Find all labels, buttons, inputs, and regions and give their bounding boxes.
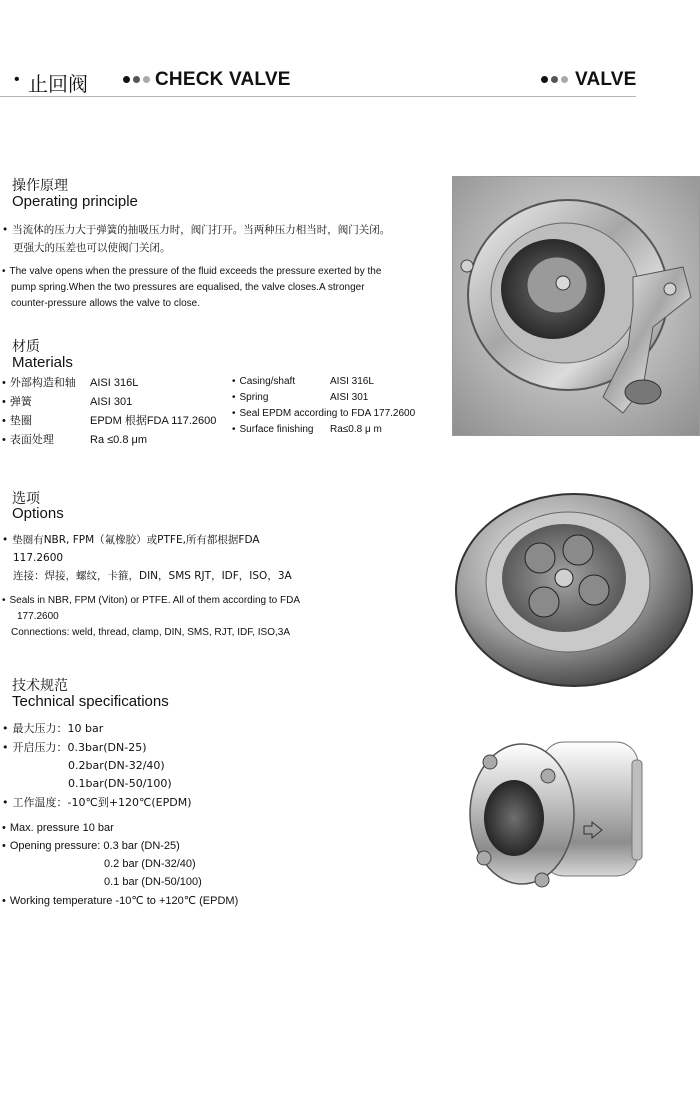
tech-heading-en: Technical specifications (12, 693, 169, 710)
check-valve-clamp-photo (452, 176, 700, 436)
options-cn-3: 连接：焊接，螺纹，卡箍，DIN，SMS RJT，IDF，ISO，3A (13, 570, 292, 582)
options-en-1: • Seals in NBR, FPM (Viton) or PTFE. All of them according to FDA (2, 593, 300, 609)
category-dots (541, 76, 568, 83)
operating-text-en-3: counter-pressure allows the valve to close. (11, 298, 200, 309)
tech-cn-open-2: 0.2bar(DN-32/40) (68, 759, 165, 772)
operating-text-cn-1: • 当流体的压力大于弹簧的抽吸压力时，阀门打开。当两种压力相当时，阀门关闭。 (2, 221, 390, 239)
operating-text-en-2: pump spring.When the two pressures are equalised, the valve closes.A stronger (11, 282, 365, 293)
materials-en-list (232, 374, 447, 438)
options-cn-2: 117.2600 (13, 552, 64, 564)
materials-heading-cn: 材质 (12, 339, 40, 355)
materials-cn-row: • 弹簧 AISI 301 (2, 393, 227, 412)
header-title-cn: 止回阀 (28, 72, 88, 96)
tech-cn-temp: • 工作温度：-10℃到+120℃(EPDM) (2, 794, 192, 812)
materials-cn-row: • 表面处理 Ra ≤0.8 μm (2, 431, 227, 450)
check-valve-inline-photo (462, 730, 652, 900)
materials-en-row: • Casing/shaft AISI 316L (232, 374, 447, 390)
check-valve-wafer-photo (452, 490, 698, 690)
materials-cn-list (2, 374, 227, 450)
tech-cn-max: • 最大压力：10 bar (2, 720, 103, 738)
tech-en-max: • Max. pressure 10 bar (2, 820, 114, 836)
header-title-en: CHECK VALVE (155, 69, 291, 90)
tech-cn-open-3: 0.1bar(DN-50/100) (68, 777, 172, 790)
operating-heading-en: Operating principle (12, 193, 138, 210)
materials-heading-en: Materials (12, 354, 73, 371)
header-bullet: • (14, 71, 20, 88)
materials-en-row: • Seal EPDM according to FDA 177.2600 (232, 406, 447, 422)
header-dots (123, 76, 150, 83)
header-category: VALVE (575, 69, 637, 90)
materials-cn-row: • 外部构造和轴 AISI 316L (2, 374, 227, 393)
header-divider (0, 96, 636, 97)
tech-en-open-3: 0.1 bar (DN-50/100) (104, 876, 202, 888)
options-cn-1: • 垫圈有NBR, FPM（氟橡胶）或PTFE,所有都根据FDA (2, 531, 260, 549)
tech-en-temp: • Working temperature -10℃ to +120℃ (EPDM) (2, 893, 238, 909)
tech-en-open-2: 0.2 bar (DN-32/40) (104, 858, 196, 870)
materials-en-row: • Surface finishing Ra≤0.8 μ m (232, 422, 447, 438)
options-heading-cn: 选项 (12, 491, 40, 507)
operating-text-cn-2: 更强大的压差也可以使阀门关闭。 (13, 242, 171, 254)
operating-text-en-1: • The valve opens when the pressure of the fluid exceeds the pressure exerted by the (2, 264, 381, 280)
materials-en-row: • Spring AISI 301 (232, 390, 447, 406)
operating-heading-cn: 操作原理 (12, 178, 68, 194)
options-en-2: 177.2600 (17, 611, 59, 622)
options-heading-en: Options (12, 505, 64, 522)
materials-cn-row: • 垫圈 EPDM 根据FDA 117.2600 (2, 412, 227, 431)
tech-en-open: • Opening pressure: 0.3 bar (DN-25) (2, 838, 180, 854)
tech-heading-cn: 技术规范 (12, 678, 68, 694)
options-en-3: Connections: weld, thread, clamp, DIN, SMS, RJT, IDF, ISO,3A (11, 627, 290, 638)
tech-cn-open: • 开启压力：0.3bar(DN-25) (2, 739, 147, 757)
